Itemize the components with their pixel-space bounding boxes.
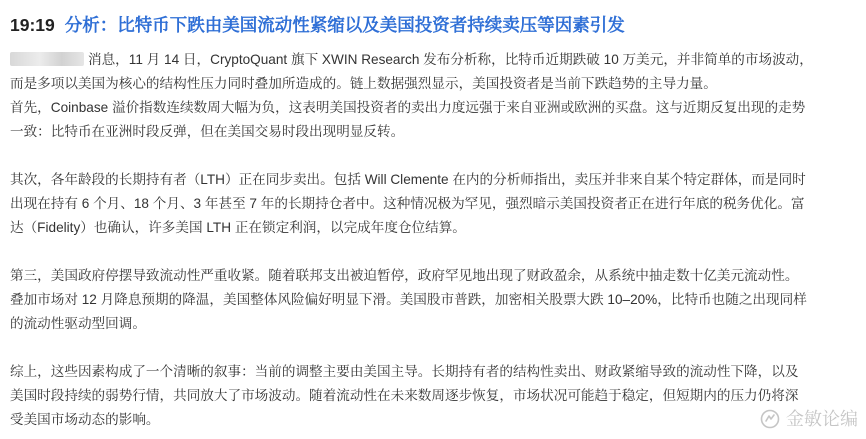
paragraph-line: 的流动性驱动型回调。 [10, 316, 146, 331]
article-body [10, 48, 860, 432]
paragraph-line: 叠加市场对 12 月降息预期的降温，美国整体风险偏好明显下滑。美国股市普跌，加密相关股票大跌 10–20%，比特币也随之出现同样 [10, 292, 807, 307]
headline [10, 10, 625, 40]
paragraph-line: 综上，这些因素构成了一个清晰的叙事：当前的调整主要由美国主导。长期持有者的结构性卖出、财政紧缩导致的流动性下降，以及 [10, 364, 799, 379]
paragraph-1 [10, 48, 860, 144]
watermark [760, 407, 858, 431]
paragraph-line: 其次，各年龄段的长期持有者（LTH）正在同步卖出。包括 Will Clemente 在内的分析师指出，卖压并非来自某个特定群体，而是同时 [10, 172, 806, 187]
paragraph-line: 而是多项以美国为核心的结构性压力同时叠加所造成的。链上数据强烈显示，美国投资者是当前下跌趋势的主导力量。 [10, 76, 717, 91]
paragraph-line: 出现在持有 6 个月、18 个月、3 年甚至 7 年的长期持仓者中。这种情况极为罕见，强烈暗示美国投资者正在进行年底的税务优化。富 [10, 196, 805, 211]
paragraph-line: 消息，11 月 14 日，CryptoQuant 旗下 XWIN Research 发布分析称，比特币近期跌破 10 万美元，并非简单的市场波动， [88, 52, 813, 67]
logo-icon [760, 409, 780, 429]
news-title[interactable]: 分析：比特币下跌由美国流动性紧缩以及美国投资者持续卖压等因素引发 [64, 15, 625, 35]
paragraph-line: 美国时段持续的弱势行情，共同放大了市场波动。随着流动性在未来数周逐步恢复，市场状况可能趋于稳定，但短期内的压力仍将深 [10, 388, 799, 403]
paragraph-line: 受美国市场动态的影响。 [10, 412, 160, 427]
paragraph-line: 一致：比特币在亚洲时段反弹，但在美国交易时段出现明显反转。 [10, 124, 405, 139]
paragraph-4 [10, 360, 860, 432]
paragraph-2 [10, 168, 860, 240]
redacted-source [10, 52, 84, 66]
news-time: 19:19 [10, 15, 55, 35]
paragraph-line: 首先，Coinbase 溢价指数连续数周大幅为负，这表明美国投资者的卖出力度远强于来自亚洲或欧洲的买盘。这与近期反复出现的走势 [10, 100, 806, 115]
watermark-text: 金敏论编 [786, 409, 858, 429]
paragraph-line: 达（Fidelity）也确认，许多美国 LTH 正在锁定利润，以完成年度仓位结算。 [10, 220, 466, 235]
paragraph-line: 第三，美国政府停摆导致流动性严重收紧。随着联邦支出被迫暂停，政府罕见地出现了财政盈余，从系统中抽走数十亿美元流动性。 [10, 268, 799, 283]
paragraph-3 [10, 264, 860, 336]
